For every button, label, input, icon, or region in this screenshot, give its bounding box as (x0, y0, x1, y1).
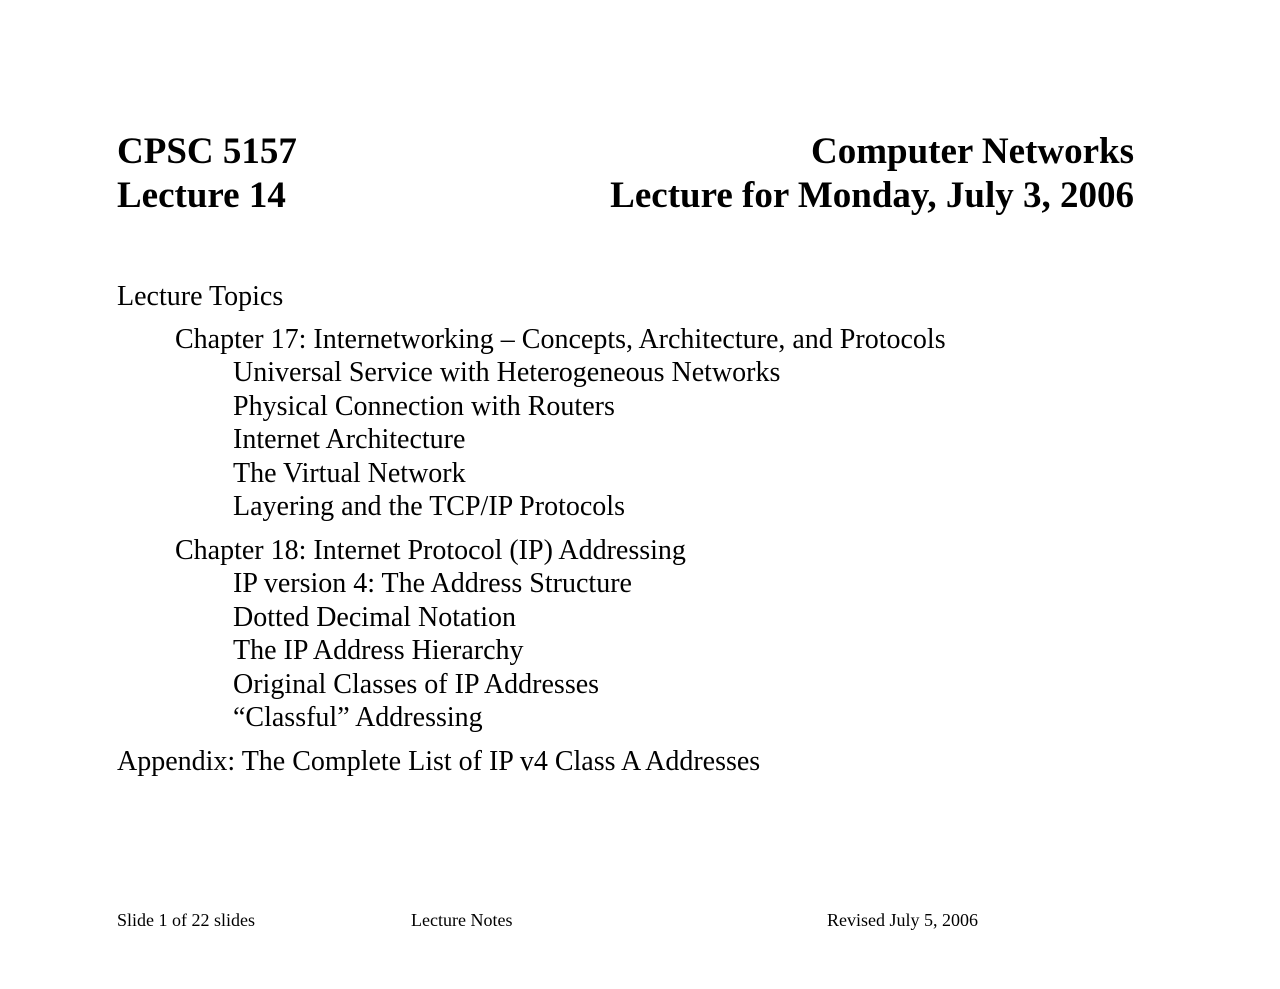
revised-date: Revised July 5, 2006 (827, 910, 978, 930)
chapter-title: Chapter 17: Internetworking – Concepts, Architecture, and Protocols (175, 323, 946, 355)
topics-heading: Lecture Topics (117, 281, 284, 312)
header-row-course (117, 130, 1134, 174)
topic-item: “Classful” Addressing (233, 702, 483, 733)
lecture-date: Lecture for Monday, July 3, 2006 (610, 175, 1134, 216)
topic-item: Universal Service with Heterogeneous Networks (233, 357, 781, 388)
topic-item: The Virtual Network (233, 457, 466, 489)
topic-item: The IP Address Hierarchy (233, 635, 524, 666)
course-name: Computer Networks (810, 131, 1134, 172)
notes-label: Lecture Notes (411, 910, 513, 930)
topic-item: Physical Connection with Routers (233, 390, 615, 422)
topic-item: Dotted Decimal Notation (233, 601, 517, 633)
topic-item: Original Classes of IP Addresses (233, 668, 600, 700)
chapter-17-block (117, 323, 946, 524)
chapter-18-block (117, 534, 946, 735)
topic-item: Internet Architecture (233, 424, 466, 455)
topic-item: Layering and the TCP/IP Protocols (233, 491, 625, 522)
appendix: Appendix: The Complete List of IP v4 Class A Addresses (117, 745, 761, 777)
chapter-title: Chapter 18: Internet Protocol (IP) Addressing (175, 534, 686, 566)
lecture-number: Lecture 14 (117, 175, 286, 216)
lecture-topics (117, 280, 946, 778)
header-row-lecture (117, 174, 1134, 218)
topic-item: IP version 4: The Address Structure (233, 568, 632, 599)
course-code: CPSC 5157 (117, 131, 297, 172)
slide-number: Slide 1 of 22 slides (117, 910, 255, 930)
